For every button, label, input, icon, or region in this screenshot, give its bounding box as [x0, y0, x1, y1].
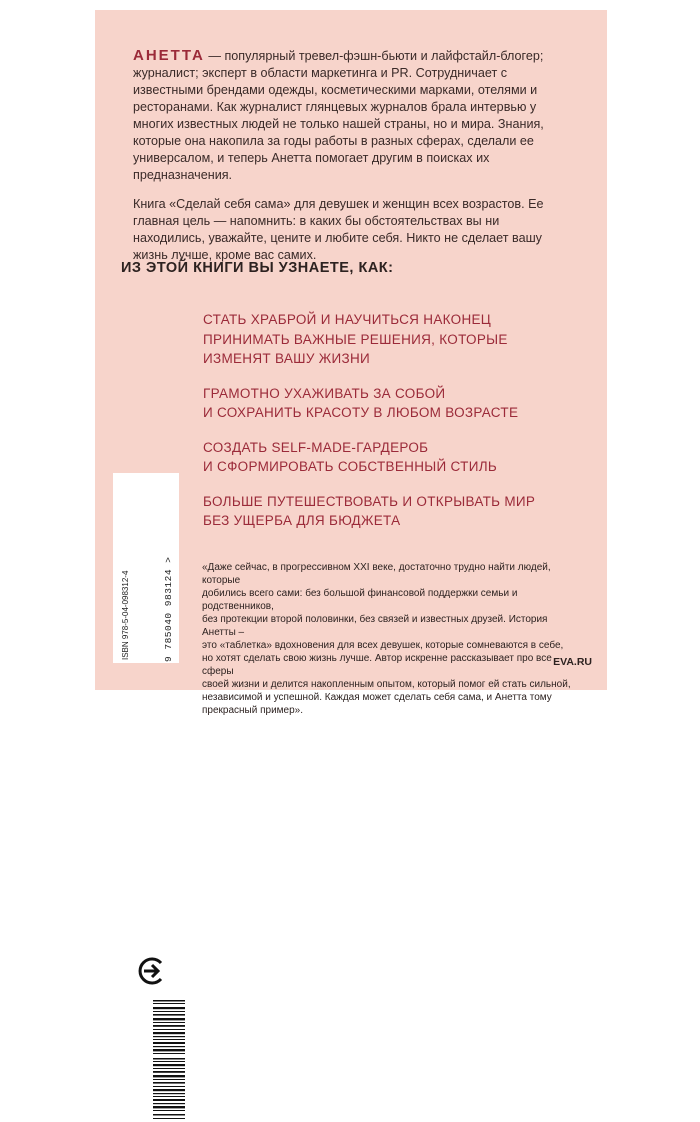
- publisher-site: EVA.RU: [553, 656, 592, 668]
- quote-line: «Даже сейчас, в прогрессивном XXI веке, достаточно трудно найти людей, которые: [202, 562, 551, 586]
- list-item-line: И СОХРАНИТЬ КРАСОТУ В ЛЮБОМ ВОЗРАСТЕ: [203, 405, 519, 420]
- quote-line: это «таблетка» вдохновения для всех девушек, которые сомневаются в себе,: [202, 640, 564, 651]
- quote-line: своей жизни и делится накопленным опытом, который помог ей стать сильной,: [202, 679, 571, 690]
- review-quote: [202, 561, 582, 717]
- eksmo-logo-icon: [135, 955, 167, 987]
- benefits-list: [203, 310, 593, 546]
- quote-line: независимой и успешной. Каждая может сделать себя сама, и Анетта тому: [202, 692, 552, 703]
- list-item-line: ПРИНИМАТЬ ВАЖНЫЕ РЕШЕНИЯ, КОТОРЫЕ: [203, 331, 508, 347]
- list-item: [203, 384, 593, 423]
- author-intro: [133, 47, 573, 276]
- list-item-line: БОЛЬШЕ ПУТЕШЕСТВОВАТЬ И ОТКРЫВАТЬ МИР: [203, 493, 536, 509]
- author-bio: [133, 47, 573, 184]
- quote-line: без протекции второй половинки, без связей и известных друзей. История Анетты –: [202, 614, 548, 638]
- back-cover: [95, 10, 607, 716]
- author-name: АНЕТТА: [133, 47, 205, 64]
- list-item-line: БЕЗ УЩЕРБА ДЛЯ БЮДЖЕТА: [203, 513, 401, 528]
- list-item-line: ИЗМЕНЯТ ВАШУ ЖИЗНИ: [203, 351, 371, 366]
- author-bio-text: — популярный тревел-фэшн-бьюти и лайфстайл-блогер; журналист; эксперт в области маркетинга и PR. Сотрудничает с известными брендами одежды, косметическими марками, отелями и ресторанами. Как журналист глянцевых журналов брала интервью у многих известных людей не только нашей страны, но и мира. Знания, которые она накопила за годы работы в разных сферах, сделали ее универсалом, и теперь Анетта помогает другим в поисках их предназначения.: [133, 49, 544, 182]
- list-item-line: СОЗДАТЬ SELF-MADE-ГАРДЕРОБ: [203, 439, 429, 455]
- list-heading: ИЗ ЭТОЙ КНИГИ ВЫ УЗНАЕТЕ, КАК:: [121, 260, 394, 276]
- list-item-line: СТАТЬ ХРАБРОЙ И НАУЧИТЬСЯ НАКОНЕЦ: [203, 312, 492, 327]
- list-item-line: И СФОРМИРОВАТЬ СОБСТВЕННЫЙ СТИЛЬ: [203, 459, 498, 474]
- quote-line: но хотят сделать свою жизнь лучше. Автор искренне рассказывает про все сферы: [202, 653, 552, 677]
- list-item: [203, 492, 593, 531]
- list-item: [203, 438, 593, 477]
- list-item: [203, 310, 593, 369]
- barcode-digits: 9 785040 983124 >: [163, 556, 174, 662]
- quote-line: добились всего сами: без большой финансовой поддержки семьи и родственников,: [202, 588, 518, 612]
- isbn-label: ISBN 978-5-04-098312-4: [121, 570, 130, 660]
- list-item-line: ГРАМОТНО УХАЖИВАТЬ ЗА СОБОЙ: [203, 385, 446, 401]
- book-intro: Книга «Сделай себя сама» для девушек и женщин всех возрастов. Ее главная цель — напомнить: в каких бы обстоятельствах вы ни находились, уважайте, цените и любите себя. Никто не сделает вашу жизнь лучше, кроме вас самих.: [133, 197, 544, 262]
- quote-line: прекрасный пример».: [202, 705, 304, 716]
- barcode: [153, 998, 185, 1122]
